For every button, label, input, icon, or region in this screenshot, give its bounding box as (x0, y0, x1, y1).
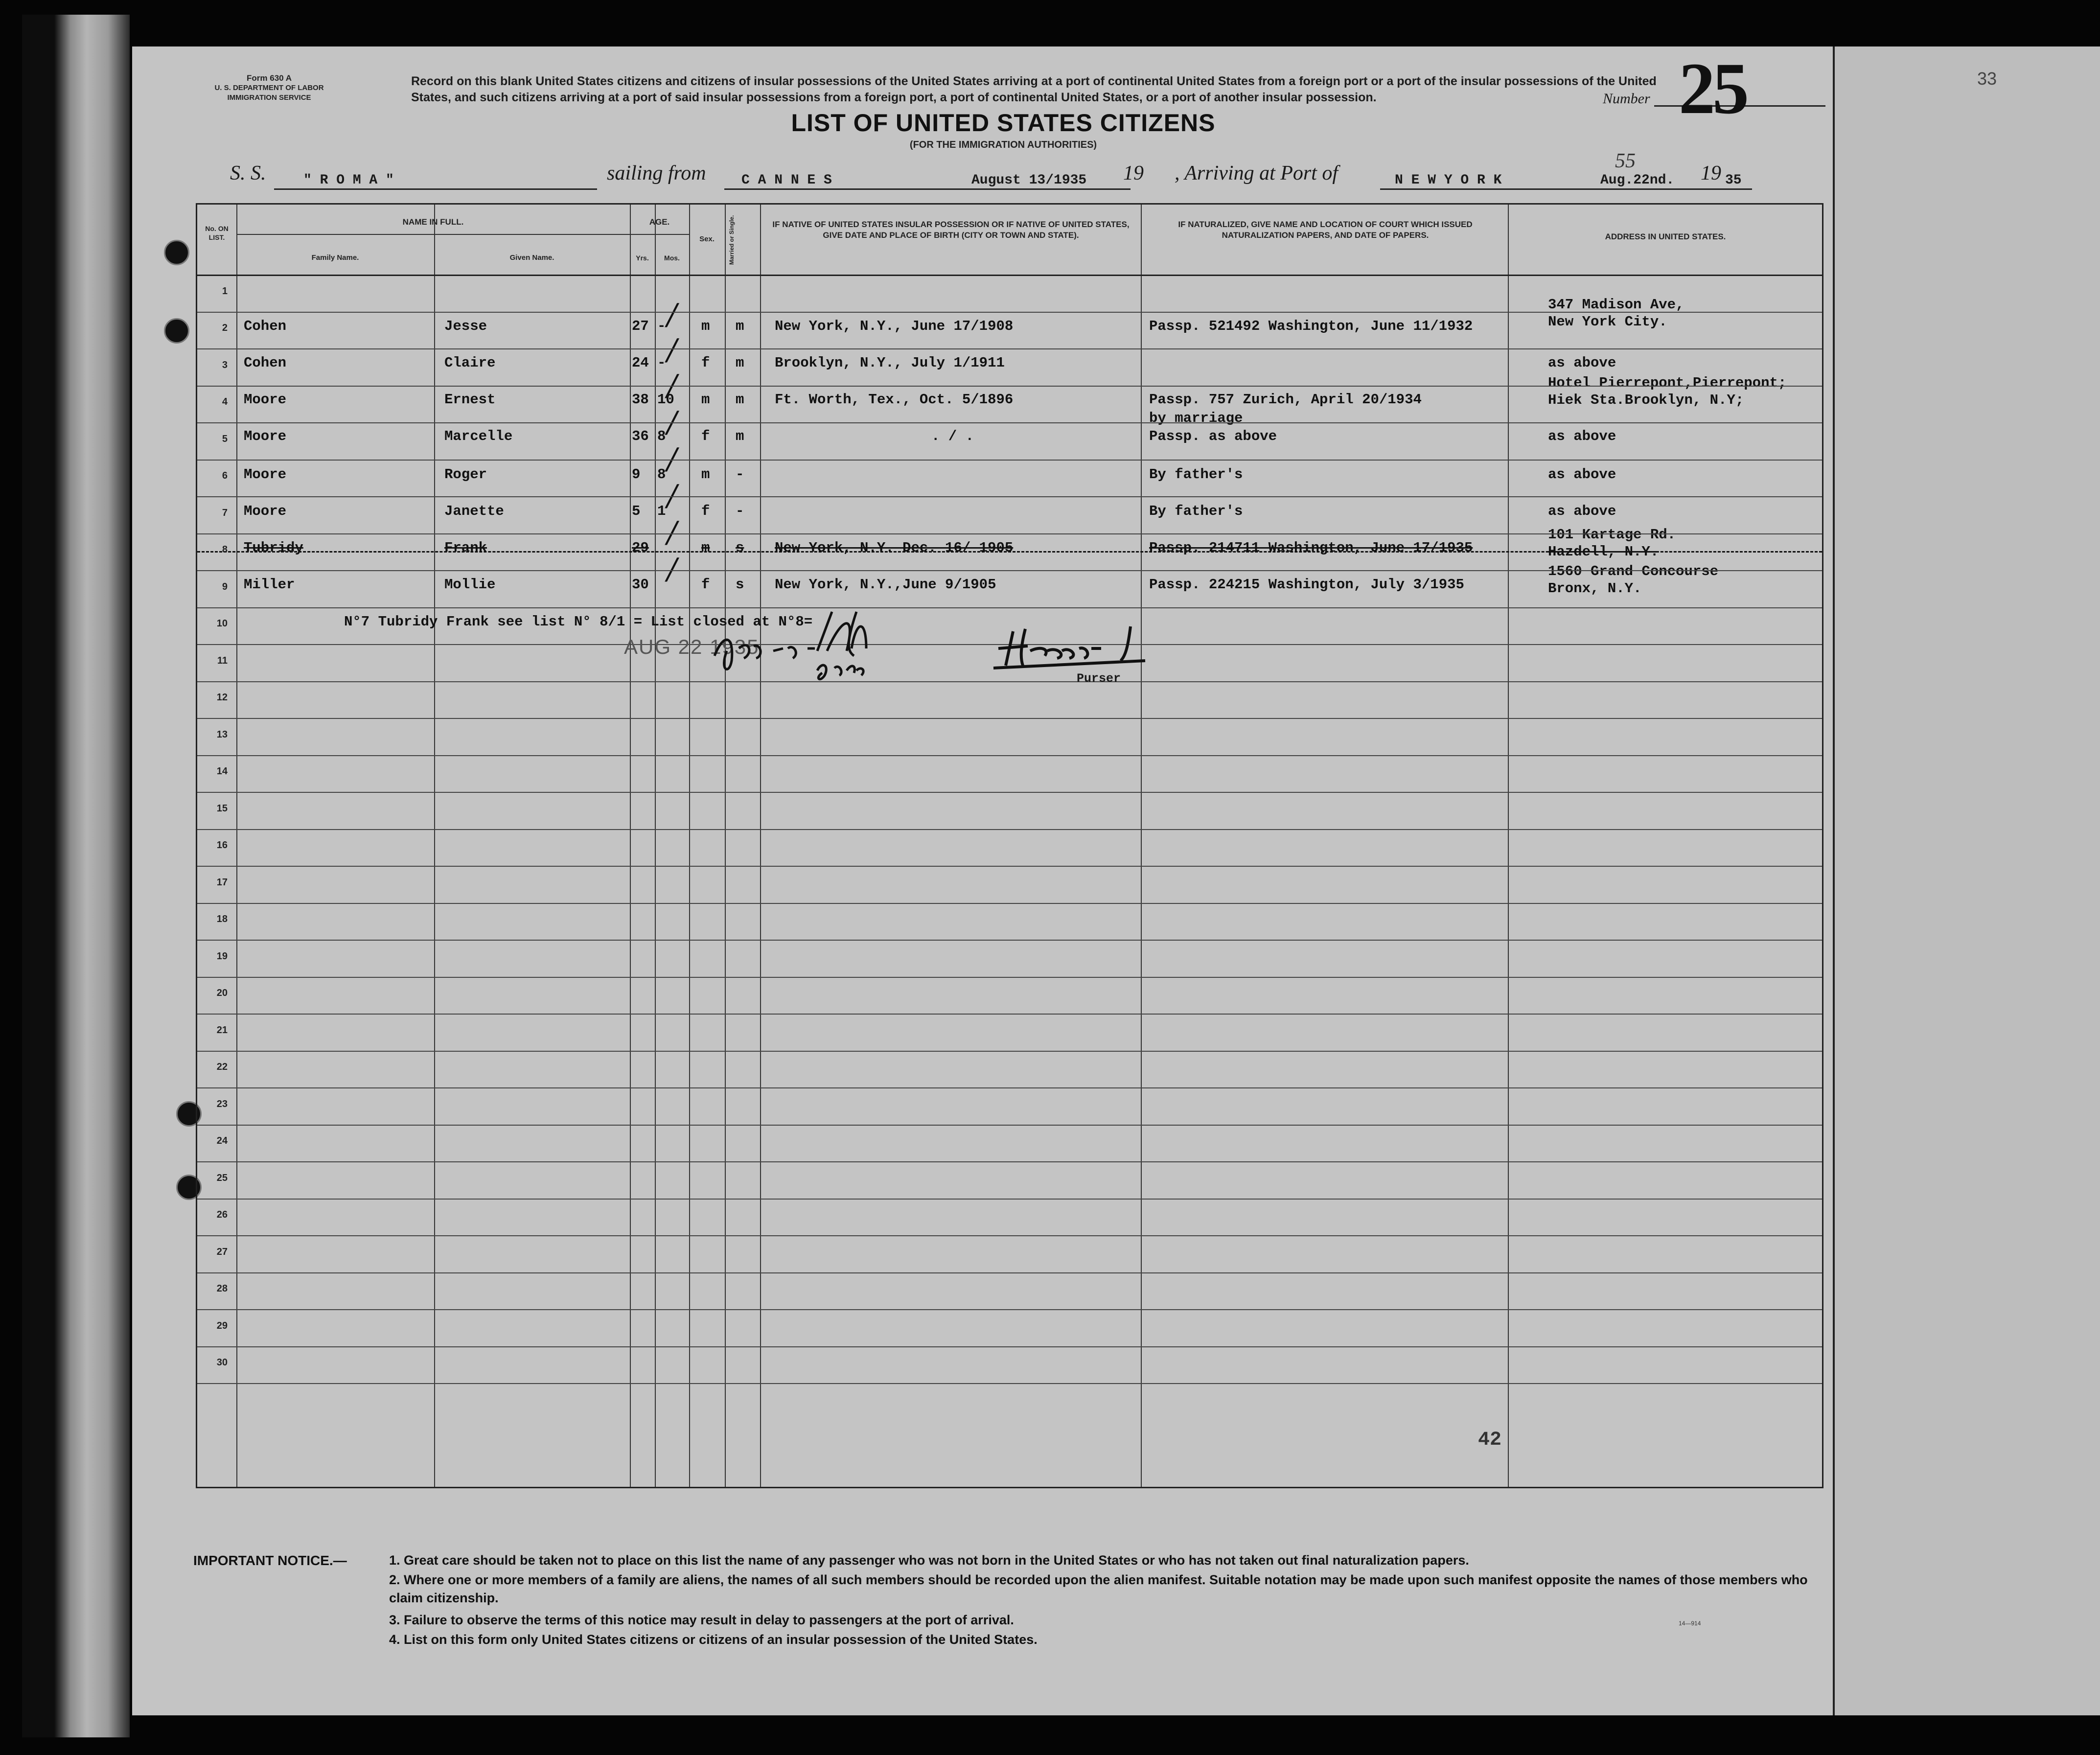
inspector-initials-signature (705, 602, 1008, 690)
handwritten-mark: 55 (1615, 150, 1636, 172)
given-name: Roger (444, 466, 487, 483)
column-divider (1508, 205, 1509, 1487)
row-number: 5 (222, 433, 228, 444)
manifest-table (196, 203, 1823, 1488)
marital-status: m (736, 318, 744, 334)
punch-hole-icon (164, 240, 189, 265)
document-subtitle: (FOR THE IMMIGRATION AUTHORITIES) (909, 139, 1097, 150)
row-number: 20 (216, 988, 228, 999)
departure-line (724, 188, 1131, 190)
header-name-in-full: NAME IN FULL. (402, 217, 464, 227)
column-divider (236, 205, 237, 1487)
check-mark-icon: / (667, 515, 677, 550)
age-months: - (657, 318, 666, 334)
family-name: Moore (244, 392, 287, 408)
row-number: 18 (216, 914, 228, 925)
age-years: 5 (632, 503, 641, 519)
row-rule (197, 386, 1822, 387)
header-married-single: Married or Single. (728, 215, 735, 265)
row-rule (197, 1346, 1822, 1347)
date-stamp: AUG 22 1935 (624, 635, 760, 658)
row-number: 26 (216, 1209, 228, 1221)
number-label: Number (1603, 91, 1650, 107)
family-name: Moore (244, 428, 287, 444)
notice-item-1: 1. Great care should be taken not to place on this list the name of any passenger who was not born in the United States or who has not taken out final naturalization papers. (389, 1553, 1469, 1568)
age-years: 27 (632, 318, 649, 334)
given-name: Ernest (444, 392, 496, 408)
row-number: 16 (216, 840, 228, 851)
naturalization: By father's (1149, 503, 1243, 519)
row-rule (197, 1272, 1822, 1273)
row-rule (197, 460, 1822, 461)
given-name: Claire (444, 355, 496, 371)
row-number: 3 (222, 359, 228, 370)
family-name: Moore (244, 466, 287, 483)
row-number: 28 (216, 1283, 228, 1294)
address-line-2: Bronx, N.Y. (1548, 580, 1642, 597)
birth-place-date: Ft. Worth, Tex., Oct. 5/1896 (775, 392, 1014, 408)
row-rule (197, 755, 1822, 756)
row-rule (197, 940, 1822, 941)
age-months: 8 (657, 466, 666, 483)
page-total: 42 (1478, 1429, 1502, 1451)
birth-place-date: Brooklyn, N.Y., July 1/1911 (775, 355, 1005, 371)
row-rule (197, 1161, 1822, 1162)
column-divider (630, 205, 631, 1487)
year-prefix: 19 (1123, 162, 1144, 185)
row-number: 4 (222, 396, 228, 408)
row-number: 7 (222, 507, 228, 518)
row-rule (197, 348, 1822, 349)
column-divider (655, 205, 656, 1487)
ship-name-line (274, 188, 597, 190)
row-number: 15 (216, 803, 228, 814)
row-rule (197, 312, 1822, 313)
naturalization: Passp. 214711 Washington, June 17/1935 (1149, 540, 1473, 556)
row-rule (197, 496, 1822, 497)
check-mark-icon: / (667, 369, 677, 403)
age-years: 24 (632, 355, 649, 371)
row-rule (197, 718, 1822, 719)
row-number: 17 (216, 877, 228, 888)
header-family-name: Family Name. (311, 254, 359, 262)
arrival-port-line (1380, 188, 1625, 190)
check-mark-icon: / (667, 298, 677, 332)
form-number: Form 630 A (247, 73, 292, 83)
column-divider (760, 205, 761, 1487)
marital-status: - (736, 503, 744, 519)
row-number: 14 (216, 766, 228, 777)
address-line-1: as above (1548, 503, 1616, 519)
sex: f (701, 428, 710, 444)
sex: m (701, 540, 710, 556)
sex: f (701, 355, 710, 371)
header-address: ADDRESS IN UNITED STATES. (1605, 232, 1726, 241)
row-rule (197, 570, 1822, 571)
family-name: Tubridy (244, 540, 303, 556)
row-number: 21 (216, 1024, 228, 1036)
departure-date: August 13/1935 (971, 173, 1087, 188)
ship-prefix: S. S. (230, 162, 266, 185)
row-number: 23 (216, 1098, 228, 1109)
list-number: 25 (1679, 48, 1746, 129)
sex: m (701, 466, 710, 483)
sex: f (701, 503, 710, 519)
row-number: 8 (222, 544, 228, 555)
row-rule (197, 866, 1822, 867)
column-divider (689, 205, 690, 1487)
row-rule (197, 533, 1822, 534)
address-line-1: 347 Madison Ave, (1548, 297, 1685, 313)
address-line-1: Hotel Pierrepont,Pierrepont; (1548, 375, 1787, 391)
column-divider (725, 205, 726, 1487)
age-months: 10 (657, 392, 674, 408)
header-bottom-rule (197, 275, 1822, 276)
form-service: IMMIGRATION SERVICE (227, 93, 311, 102)
naturalization-line-2: Passp. as above (1149, 428, 1277, 444)
purser-signature (984, 622, 1155, 675)
marital-status: m (736, 428, 744, 444)
birth-place-date: New York, N.Y. Dec. 16/ 1905 (775, 540, 1014, 556)
row-number: 22 (216, 1062, 228, 1073)
sex: m (701, 318, 710, 334)
row-number: 29 (216, 1320, 228, 1331)
printer-code: 14—914 (1679, 1620, 1701, 1627)
header-birth-place: IF NATIVE OF UNITED STATES INSULAR POSSESSION OR IF NATIVE OF UNITED STATES, GIVE DATE AND PLACE OF BIRTH (CITY OR TOWN AND STATE). (772, 220, 1130, 240)
naturalization: By father's (1149, 466, 1243, 483)
row-number: 6 (222, 470, 228, 482)
check-mark-icon: / (667, 333, 677, 367)
row-number: 25 (216, 1172, 228, 1183)
arrival-year-prefix: 19 (1701, 162, 1721, 185)
departure-port: C A N N E S (741, 173, 832, 188)
header-sex: Sex. (699, 235, 715, 243)
marital-status: s (736, 577, 744, 593)
arriving-label: , Arriving at Port of (1175, 162, 1338, 185)
row-number: 27 (216, 1246, 228, 1257)
form-identifier (176, 73, 362, 103)
header-age: AGE. (649, 217, 670, 227)
row-number: 10 (216, 618, 228, 629)
marital-status: m (736, 355, 744, 371)
age-years: 29 (632, 540, 649, 556)
row-number: 19 (216, 950, 228, 962)
given-name: Janette (444, 503, 504, 519)
strike-through-line (197, 551, 1822, 553)
row-number: 11 (217, 655, 228, 666)
row-number: 12 (216, 692, 228, 703)
arrival-port: N E W Y O R K (1395, 173, 1502, 188)
age-subheader-rule (630, 234, 689, 235)
naturalization: Passp. 224215 Washington, July 3/1935 (1149, 577, 1464, 593)
row-rule (197, 829, 1822, 830)
sex: m (701, 392, 710, 408)
row-number: 13 (216, 729, 228, 740)
ship-name: " R O M A " (303, 173, 394, 188)
family-name: Miller (244, 577, 295, 593)
row-rule (197, 422, 1822, 423)
header-naturalization: IF NATURALIZED, GIVE NAME AND LOCATION OF COURT WHICH ISSUED NATURALIZATION PAPERS, AND DATE OF PAPERS. (1178, 220, 1473, 240)
document-title: LIST OF UNITED STATES CITIZENS (791, 109, 1216, 137)
marital-status: s (736, 540, 744, 556)
row-rule (197, 1199, 1822, 1200)
age-months: 1 (657, 503, 666, 519)
check-mark-icon: / (667, 552, 677, 586)
marital-status: - (736, 466, 744, 483)
row-rule (197, 1309, 1822, 1310)
row-rule (197, 903, 1822, 904)
naturalization: Passp. 521492 Washington, June 11/1932 (1149, 318, 1473, 334)
age-months: 8 (657, 428, 666, 444)
check-mark-icon: / (667, 405, 677, 439)
purser-label: Purser (1077, 671, 1121, 686)
punch-hole-icon (164, 318, 189, 344)
notice-label: IMPORTANT NOTICE.— (193, 1553, 347, 1568)
row-rule (197, 1235, 1822, 1236)
age-months: - (657, 355, 666, 371)
arrival-year-suffix: 35 (1725, 173, 1742, 188)
birth-ditto: . / . (931, 428, 974, 444)
row-rule (197, 1087, 1822, 1088)
age-years: 36 (632, 428, 649, 444)
header-instructions: Record on this blank United States citizens and citizens of insular possessions of the United States arriving at a port of continental United States from a foreign port or a port of the insular possessions of the United States, and such citizens arriving at a port of said insular possessions from a foreign port, a port of continental United States, or a port of another insular possession. (411, 74, 1657, 104)
arrival-date-line (1595, 188, 1752, 190)
header-no-on-list: No. ON LIST. (205, 225, 229, 241)
binding-strip (22, 15, 130, 1737)
row-number: 1 (222, 285, 228, 297)
age-years: 30 (632, 577, 649, 593)
header-yrs: Yrs. (636, 254, 649, 262)
age-years: 38 (632, 392, 649, 408)
row-number: 9 (222, 581, 228, 592)
adjacent-page-number: 33 (1977, 69, 1997, 89)
row-rule (197, 977, 1822, 978)
address-line-1: 1560 Grand Concourse (1548, 563, 1719, 579)
row-number: 2 (222, 323, 228, 334)
header-mos: Mos. (664, 254, 680, 262)
notice-item-4: 4. List on this form only United States citizens or citizens of an insular possession of the United States. (389, 1632, 1038, 1647)
family-name: Cohen (244, 318, 287, 334)
marital-status: m (736, 392, 744, 408)
notice-item-2: 2. Where one or more members of a family are aliens, the names of all such members should be recorded upon the alien manifest. Suitable notation may be made upon such manifest opposite the names of those members who claim citizenship. (389, 1572, 1808, 1605)
header-given-name: Given Name. (509, 254, 554, 262)
name-subheader-rule (236, 234, 630, 235)
row-rule (197, 681, 1822, 682)
address-line-2: New York City. (1548, 314, 1667, 330)
notice-item-3: 3. Failure to observe the terms of this notice may result in delay to passengers at the port of arrival. (389, 1613, 1014, 1627)
check-mark-icon: / (667, 479, 677, 513)
address-line-1: as above (1548, 428, 1616, 444)
address-line-1: 101 Kartage Rd. (1548, 527, 1676, 543)
address-line-2: Hazdell, N.Y. (1548, 544, 1659, 560)
family-name: Cohen (244, 355, 287, 371)
form-department: U. S. DEPARTMENT OF LABOR (214, 84, 324, 92)
check-mark-icon: / (667, 442, 677, 476)
birth-place-date: New York, N.Y.,June 9/1905 (775, 577, 996, 593)
naturalization: by marriage (1149, 410, 1243, 426)
given-name: Marcelle (444, 428, 513, 444)
sailing-from-label: sailing from (607, 162, 706, 185)
age-years: 9 (632, 466, 641, 483)
address-line-1: as above (1548, 466, 1616, 483)
row-rule (197, 1051, 1822, 1052)
birth-place-date: New York, N.Y., June 17/1908 (775, 318, 1014, 334)
naturalization: Passp. 757 Zurich, April 20/1934 (1149, 392, 1422, 408)
row-number: 24 (216, 1135, 228, 1147)
row-rule (197, 1014, 1822, 1015)
column-divider (1141, 205, 1142, 1487)
address-line-1: as above (1548, 355, 1616, 371)
row-rule (197, 1125, 1822, 1126)
sex: f (701, 577, 710, 593)
adjacent-page-edge (1833, 46, 2100, 1715)
given-name: Jesse (444, 318, 487, 334)
given-name: Mollie (444, 577, 496, 593)
row-number: 30 (216, 1357, 228, 1368)
column-divider (434, 205, 435, 1487)
arrival-date: Aug.22nd. (1600, 173, 1675, 188)
row-rule (197, 792, 1822, 793)
row-rule (197, 607, 1822, 608)
address-line-2: Hiek Sta.Brooklyn, N.Y; (1548, 392, 1744, 408)
closing-note: N°7 Tubridy Frank see list N° 8/1 = List closed at N°8= (344, 614, 813, 630)
row-rule (197, 1383, 1822, 1384)
family-name: Moore (244, 503, 287, 519)
given-name: Frank (444, 540, 487, 556)
